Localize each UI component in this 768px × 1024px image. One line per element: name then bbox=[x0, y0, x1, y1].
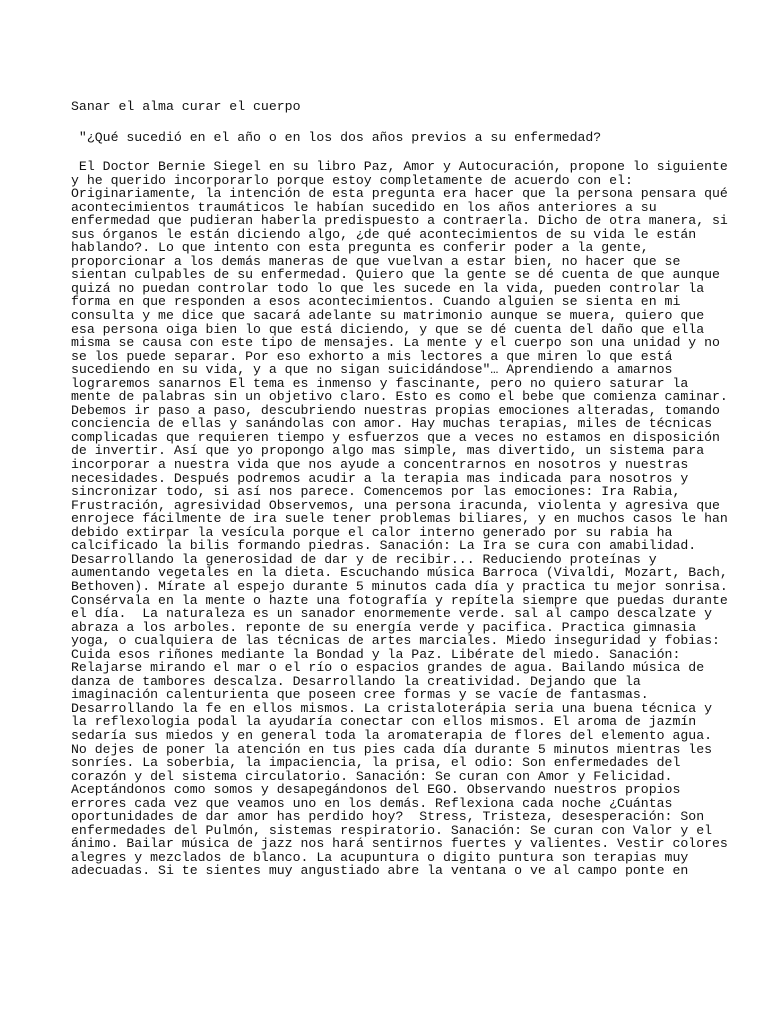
body-line: sientan culpables de su enfermedad. Quiero que la gente se dé cuenta de que aunque bbox=[71, 267, 720, 283]
body-line: sincronizar todo, si así nos parece. Comencemos por las emociones: Ira Rabia, bbox=[71, 484, 681, 500]
body-line: Desarrollando la fe en ellos mismos. La cristaloterápia seria una buena técnica y bbox=[71, 700, 713, 716]
body-line: forma en que responden a esos acontecimientos. Cuando alguien se sienta en mi bbox=[71, 294, 681, 310]
body-line: Relajarse mirando el mar o el río o espacios grandes de agua. Bailando música de bbox=[71, 660, 705, 676]
body-line: enfermedades del Pulmón, sistemas respiratorio. Sanación: Se curan con Valor y el bbox=[71, 822, 713, 838]
body-line: proporcionar a los demás maneras de que vuelvan a estar bien, no hacer que se bbox=[71, 253, 681, 269]
body-line: corazón y del sistema circulatorio. Sanación: Se curan con Amor y Felicidad. bbox=[71, 768, 673, 784]
body-line: El Doctor Bernie Siegel en su libro Paz, Amor y Autocuración, propone lo siguiente bbox=[71, 159, 728, 174]
body-line: errores cada vez que veamos uno en los demás. Reflexiona cada noche ¿Cuántas bbox=[71, 795, 673, 811]
body-line: enrojece fácilmente de ira suele tener problemas biliares, y en muchos casos le han bbox=[71, 511, 728, 527]
body-line: enfermedad que pudieran haberla predispuesto a contraerla. Dicho de otra manera, si bbox=[71, 213, 728, 229]
body-line: quizá no puedan controlar todo lo que les sucede en la vida, pueden controlar la bbox=[71, 280, 705, 296]
body-line: necesidades. Después podremos acudir a la terapia mas indicada para nosotros y bbox=[71, 470, 689, 486]
body-line: la reflexologia podal la ayudaría conectar con ellos mismos. El aroma de jazmín bbox=[71, 714, 697, 730]
body-line: alegres y mezclados de blanco. La acupuntura o digito puntura son terapias muy bbox=[71, 849, 689, 865]
body-line: Aceptándonos como somos y desapegándonos del EGO. Observando nuestros propios bbox=[71, 782, 681, 798]
body-line: adecuadas. Si te sientes muy angustiado abre la ventana o ve al campo ponte en bbox=[71, 863, 689, 879]
body-line: se los puede separar. Por eso exhorto a mis lectores a que miren lo que está bbox=[71, 348, 673, 364]
opening-question: "¿Qué sucedió en el año o en los dos años previos a su enfermedad? bbox=[71, 130, 602, 145]
body-line: oportunidades de dar amor has perdido hoy? Stress, Tristeza, desesperación: Son bbox=[71, 809, 705, 825]
body-line: mente de palabras sin un objetivo claro. Esto es como el bebe que comienza caminar. bbox=[71, 389, 728, 405]
body-line: complicadas que requieren tiempo y esfuerzos que a veces no estamos en disposición bbox=[71, 429, 720, 445]
body-line: Frustración, agresividad Observemos, una persona iracunda, violenta y agresiva que bbox=[71, 497, 720, 513]
body-line: hablando?. Lo que intento con esta pregunta es conferir poder a la gente, bbox=[71, 240, 649, 256]
body-line: el día. La naturaleza es un sanador enormemente verde. sal al campo descalzate y bbox=[71, 606, 713, 622]
body-line: Desarrollando la generosidad de dar y de recibir... Reduciendo proteínas y bbox=[71, 551, 657, 567]
body-line: Bethoven). Mírate al espejo durante 5 minutos cada día y practica tu mejor sonrisa. bbox=[71, 578, 728, 594]
body-line: esa persona oiga bien lo que está diciendo, y que se dé cuenta del daño que ella bbox=[71, 321, 705, 337]
body-line: sonríes. La soberbia, la impaciencia, la prisa, el odio: Son enfermedades del bbox=[71, 755, 681, 771]
body-line: Consérvala en la mente o hazte una fotografía y repítela siempre que puedas durante bbox=[71, 592, 728, 608]
body-line: consulta y me dice que sacará adelante su matrimonio aunque se muera, quiero que bbox=[71, 308, 705, 324]
body-line: lograremos sanarnos El tema es inmenso y fascinante, pero no quiero saturar la bbox=[71, 375, 689, 391]
body-line: yoga, o cualquiera de las técnicas de artes marciales. Miedo inseguridad y fobias: bbox=[71, 633, 720, 649]
body-line: ánimo. Bailar música de jazz nos hará sentirnos fuertes y valientes. Vestir colores bbox=[71, 836, 728, 852]
body-line: calcificado la bilis formando piedras. Sanación: La Ira se cura con amabilidad. bbox=[71, 538, 697, 554]
body-line: imaginación calenturienta que poseen cree formas y se vacíe de fantasmas. bbox=[71, 687, 649, 703]
body-line: aumentando vegetales en la dieta. Escuchando música Barroca (Vivaldi, Mozart, Bach, bbox=[71, 565, 728, 581]
body-line: Originariamente, la intención de esta pregunta era hacer que la persona pensara qué bbox=[71, 186, 728, 202]
body-line: sedaría sus miedos y en general toda la aromaterapia de flores del elemento agua. bbox=[71, 727, 713, 743]
body-line: Cuida esos riñones mediante la Bondad y la Paz. Libérate del miedo. Sanación: bbox=[71, 646, 681, 662]
body-line: y he querido incorporarlo porque estoy completamente de acuerdo con el: bbox=[71, 172, 633, 188]
body-line: danza de tambores descalza. Desarrollando la creatividad. Dejando que la bbox=[71, 673, 641, 689]
body-line: debido extirpar la vesícula porque el calor interno generado por su rabia ha bbox=[71, 524, 673, 540]
body-line: de invertir. Así que yo propongo algo mas simple, mas divertido, un sistema para bbox=[71, 443, 705, 459]
body-text bbox=[71, 159, 728, 879]
body-line: acontecimientos traumáticos le habían sucedido en los años anteriores a su bbox=[71, 199, 657, 215]
body-line: abraza a los arboles. reponte de su energía verde y pacifica. Practica gimnasia bbox=[71, 619, 697, 635]
body-line: misma se causa con este tipo de mensajes. La mente y el cuerpo son una unidad y no bbox=[71, 335, 720, 351]
body-line: sus órganos le están diciendo algo, ¿de qué acontecimientos de su vida le están bbox=[71, 226, 697, 242]
document-title: Sanar el alma curar el cuerpo bbox=[71, 99, 301, 114]
body-line: Debemos ir paso a paso, descubriendo nuestras propias emociones alteradas, tomando bbox=[71, 402, 720, 418]
body-line: No dejes de poner la atención en tus pies cada día durante 5 minutos mientras les bbox=[71, 741, 713, 757]
body-line: sucediendo en su vida, y a que no sigan suicidándose"… Aprendiendo a amarnos bbox=[71, 362, 673, 378]
body-line: incorporar a nuestra vida que nos ayude a concentrarnos en nosotros y nuestras bbox=[71, 457, 689, 473]
body-line: conciencia de ellas y sanándolas con amor. Hay muchas terapias, miles de técnicas bbox=[71, 416, 713, 432]
